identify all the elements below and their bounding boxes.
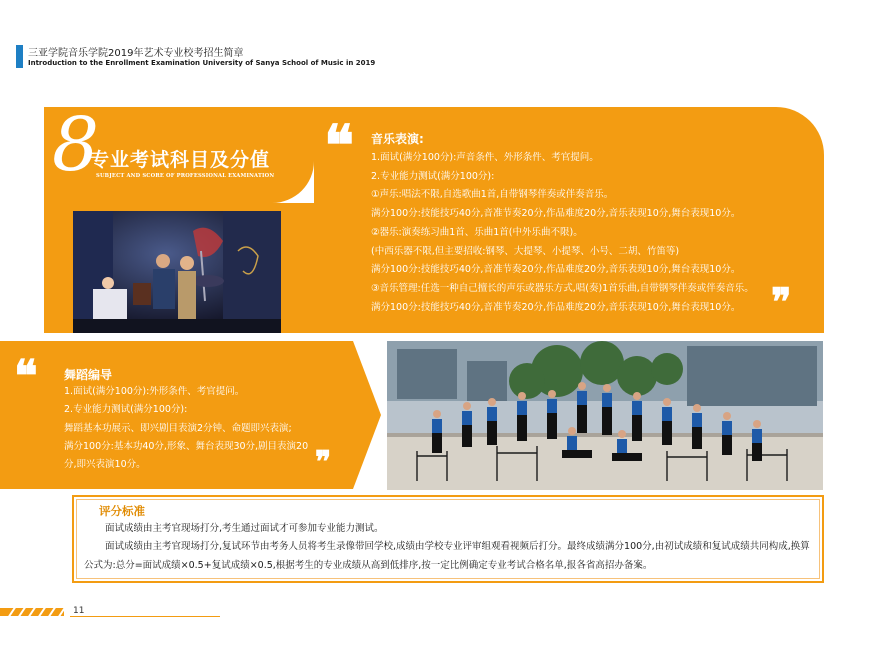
music-line: 2.专业能力测试(满分100分): <box>371 170 495 182</box>
dance-line: 2.专业能力测试(满分100分): <box>64 404 188 416</box>
section-subtitle: SUBJECT AND SCORE OF PROFESSIONAL EXAMINATION <box>96 173 275 179</box>
footer-rule <box>70 616 220 617</box>
music-heading: 音乐表演: <box>371 132 424 146</box>
dance-line: 舞蹈基本功展示、即兴剧目表演2分钟、命题即兴表演; <box>64 422 292 434</box>
music-line: ②器乐:演奏练习曲1首、乐曲1首(中外乐曲不限)。 <box>371 226 583 238</box>
music-requirements <box>371 149 801 317</box>
dance-requirements <box>64 383 349 474</box>
music-line: (中西乐器不限,但主要招收:钢琴、大提琴、小提琴、小号、二胡、竹笛等) <box>371 245 680 257</box>
section-number: 8 <box>52 102 100 188</box>
music-line: 满分100分:技能技巧40分,音准节奏20分,作品难度20分,音乐表现10分,舞台表现10分。 <box>371 301 741 313</box>
open-quote-icon: ❝ <box>324 113 355 179</box>
music-line: ①声乐:唱法不限,自选歌曲1首,自带钢琴伴奏或伴奏音乐。 <box>371 189 614 201</box>
scoring-criteria-paragraph: 面试成绩由主考官现场打分,考生通过面试才可参加专业能力测试。 <box>105 523 384 534</box>
stage-performance-photo <box>73 211 281 333</box>
dance-group-photo <box>387 341 823 490</box>
dance-heading: 舞蹈编导 <box>64 368 113 382</box>
section-title: 专业考试科目及分值 <box>90 149 271 171</box>
brochure-title: 三亚学院音乐学院2019年艺术专业校考招生简章 <box>28 48 244 59</box>
dance-line: 1.面试(满分100分):外形条件、考官提问。 <box>64 386 245 397</box>
brochure-title-english: Introduction to the Enrollment Examination University of Sanya School of Music in 2019 <box>28 59 376 67</box>
footer-stripes <box>0 606 64 618</box>
scoring-criteria-paragraph: 面试成绩由主考官现场打分,复试环节由考务人员将考生录像带回学校,成绩由学校专业评审组观看视频后打分。最终成绩满分100分,由初试成绩和复试成绩共同构成,换算公式为:总分=面试成绩×0.5+复试成绩×0.5,根据考生的专业成绩从高到低排序,按一定比例确定专业考试合格名单,报各省高招办备案。 <box>84 541 810 571</box>
dance-line: 满分100分:基本功40分,形象、舞台表现30分,剧目表演20 <box>64 440 309 452</box>
music-line: ③音乐管理:任选一种自己擅长的声乐或器乐方式,唱(奏)1首乐曲,自带钢琴伴奏或伴奏音乐。 <box>371 282 754 294</box>
dance-panel-pointer <box>353 341 381 489</box>
close-quote-icon: ❞ <box>315 445 332 480</box>
close-quote-icon: ❞ <box>771 279 792 324</box>
open-quote-icon: ❝ <box>14 351 38 402</box>
dance-line: 分,即兴表演10分。 <box>64 459 146 471</box>
music-line: 1.面试(满分100分):声音条件、外形条件、考官提问。 <box>371 152 599 163</box>
page-number: 11 <box>73 606 85 616</box>
music-line: 满分100分:技能技巧40分,音准节奏20分,作品难度20分,音乐表现10分,舞台表现10分。 <box>371 264 741 276</box>
header-accent-bar <box>16 45 23 68</box>
scoring-criteria-heading: 评分标准 <box>99 504 145 518</box>
music-line: 满分100分:技能技巧40分,音准节奏20分,作品难度20分,音乐表现10分,舞台表现10分。 <box>371 208 741 220</box>
